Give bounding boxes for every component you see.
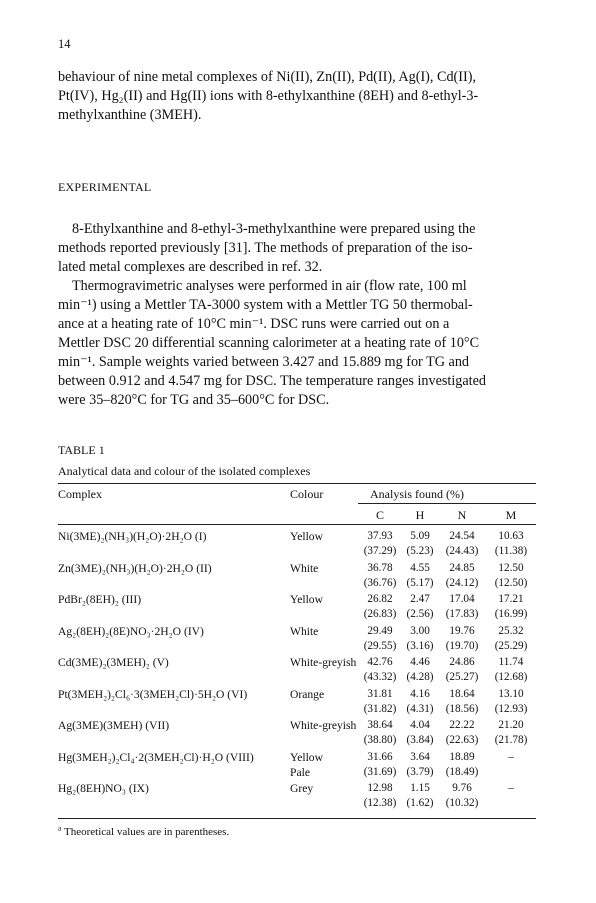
found-value-cell: 19.76	[449, 624, 475, 637]
colour-cell: White	[290, 561, 319, 575]
theoretical-value-cell: (37.29)	[363, 545, 397, 557]
header-m: M	[505, 508, 517, 522]
table-bottom-rule	[58, 818, 536, 819]
colour-cell: Yellow	[290, 530, 323, 543]
found-value-cell: 25.32	[498, 624, 524, 637]
complex-cell: Zn(3ME)₂(NH₃)(H₂O)·2H₂O (II)	[58, 561, 212, 575]
theoretical-value-cell: (21.78)	[494, 734, 528, 746]
table-footnote	[58, 823, 230, 838]
paragraph-line: Thermogravimetric analyses were performed in air (flow rate, 100 ml	[72, 278, 467, 294]
complex-cell: Hg(3MEH₂)₂Cl₄·2(3MEH₂Cl)·H₂O (VIII)	[58, 750, 254, 764]
header-complex: Complex	[58, 487, 102, 501]
found-value-cell: 24.86	[449, 656, 475, 668]
theoretical-value-cell: (29.55)	[363, 639, 397, 652]
complex-cell: PdBr₂(8EH)₂ (III)	[58, 593, 142, 606]
found-value-cell: 17.04	[449, 593, 475, 605]
experimental-paragraph-2	[58, 277, 534, 410]
table-caption: Analytical data and colour of the isolated complexes	[58, 464, 311, 478]
colour-cell: Orange	[290, 687, 325, 701]
found-value-cell: 12.98	[367, 782, 393, 794]
paragraph-line: were 35–820°C for TG and 35–600°C for DSC.	[58, 392, 330, 408]
header-colour: Colour	[290, 487, 324, 501]
theoretical-value-cell: (18.49)	[445, 765, 479, 778]
found-value-cell: 4.55	[410, 561, 430, 574]
found-value-cell: 38.64	[367, 719, 393, 731]
found-value-cell: 18.89	[449, 750, 475, 763]
paragraph-line: between 0.912 and 4.547 mg for DSC. The temperature ranges investigated	[58, 373, 487, 389]
theoretical-value-cell: (3.79)	[406, 765, 434, 778]
colour-cell: White	[290, 624, 319, 638]
complex-cell: Pt(3MEH₂)₂Cl₆·3(3MEH₂Cl)·5H₂O (VI)	[58, 687, 248, 701]
intro-line: methylxanthine (3MEH).	[58, 107, 202, 123]
paragraph-line: 8-Ethylxanthine and 8-ethyl-3-methylxanthine were prepared using the	[72, 221, 476, 237]
theoretical-value-cell: (12.93)	[494, 702, 528, 715]
found-value-cell: 24.54	[449, 530, 475, 542]
intro-line: Pt(IV), Hg₂(II) and Hg(II) ions with 8-ethylxanthine (8EH) and 8-ethyl-3-	[58, 88, 479, 104]
found-value-cell: 37.93	[367, 530, 393, 542]
found-value-cell: 21.20	[498, 719, 524, 731]
theoretical-value-cell: (3.84)	[406, 734, 434, 746]
colour-cell: White-greyish	[290, 656, 357, 669]
theoretical-value-cell: (25.27)	[445, 671, 479, 683]
found-value-cell: 12.50	[498, 561, 524, 574]
table-top-rule	[58, 483, 536, 484]
theoretical-value-cell: (19.70)	[445, 639, 479, 652]
header-bottom-rule	[58, 524, 536, 525]
found-value-cell: 31.66	[367, 750, 393, 763]
found-value-cell: 11.74	[498, 656, 524, 668]
paragraph-line: Mettler DSC 20 differential scanning calorimeter at a heating rate of 10°C	[58, 335, 480, 351]
colour-cell: White-greyish	[290, 719, 357, 732]
paragraph-line: lated metal complexes are described in ref. 32.	[58, 259, 323, 275]
found-value-cell: 26.82	[367, 593, 393, 605]
complex-cell: Ag(3ME)(3MEH) (VII)	[58, 719, 170, 732]
complex-cell: Ni(3ME)₂(NH₃)(H₂O)·2H₂O (I)	[58, 530, 207, 543]
found-value-cell: 29.49	[367, 624, 393, 637]
found-value-cell: 1.15	[410, 782, 430, 794]
header-h: H	[415, 508, 425, 522]
theoretical-value-cell: (26.83)	[363, 608, 397, 620]
theoretical-value-cell: (12.38)	[363, 797, 397, 809]
theoretical-value-cell: (10.32)	[445, 797, 479, 809]
found-value-cell: 9.76	[452, 782, 472, 794]
found-value-cell: 3.64	[410, 750, 430, 763]
found-value-cell: 13.10	[498, 687, 524, 700]
theoretical-value-cell: (25.29)	[494, 639, 528, 652]
theoretical-value-cell: (4.28)	[406, 671, 434, 683]
found-value-cell: 10.63	[498, 530, 524, 542]
header-analysis: Analysis found (%)	[370, 487, 464, 501]
theoretical-value-cell: (36.76)	[363, 576, 397, 589]
complex-cell: Cd(3ME)₂(3MEH)₂ (V)	[58, 656, 169, 669]
section-heading: EXPERIMENTAL	[58, 180, 152, 194]
colour-cell: Pale	[290, 765, 310, 779]
theoretical-value-cell: (24.43)	[445, 545, 479, 557]
found-value-cell: 22.22	[449, 719, 475, 731]
footnote-text: Theoretical values are in parentheses.	[63, 826, 230, 838]
theoretical-value-cell: (4.31)	[406, 702, 434, 715]
theoretical-value-cell: (18.56)	[445, 702, 479, 715]
footnote-mark: a	[58, 823, 62, 833]
theoretical-value-cell: (16.99)	[494, 608, 528, 620]
intro-line: behaviour of nine metal complexes of Ni(II), Zn(II), Pd(II), Ag(I), Cd(II),	[58, 69, 476, 85]
experimental-paragraph-1	[58, 220, 534, 277]
paragraph-line: min⁻¹. Sample weights varied between 3.427 and 15.889 mg for TG and	[58, 354, 470, 370]
found-value-cell: 4.04	[410, 719, 430, 731]
colour-cell: Yellow	[290, 750, 323, 764]
theoretical-value-cell: (12.50)	[494, 576, 528, 589]
theoretical-value-cell: (5.23)	[406, 545, 434, 557]
found-value-cell: 5.09	[410, 530, 430, 542]
colour-cell: Yellow	[290, 593, 323, 606]
paragraph-line: min⁻¹) using a Mettler TA-3000 system with a Mettler TG 50 thermobal-	[58, 297, 473, 313]
table-label: TABLE 1	[58, 443, 105, 457]
found-value-cell: 4.16	[410, 687, 430, 700]
found-value-cell: 17.21	[498, 593, 524, 605]
theoretical-value-cell: (24.12)	[445, 576, 479, 589]
found-value-cell: 2.47	[410, 593, 430, 605]
analysis-subrule	[358, 503, 536, 504]
found-value-cell: 42.76	[367, 656, 393, 668]
theoretical-value-cell: (5.17)	[406, 576, 434, 589]
theoretical-value-cell: (17.83)	[445, 608, 479, 620]
page-number: 14	[58, 37, 71, 51]
found-value-cell: 36.78	[367, 561, 393, 574]
found-value-cell: 18.64	[449, 687, 475, 700]
found-value-cell: 4.46	[410, 656, 430, 668]
theoretical-value-cell: (31.69)	[363, 765, 397, 778]
theoretical-value-cell: (1.62)	[406, 797, 434, 809]
complex-cell: Ag₂(8EH)₂(8E)NO₃·2H₂O (IV)	[58, 624, 204, 638]
complex-cell: Hg₂(8EH)NO₃ (IX)	[58, 782, 149, 795]
found-value-cell: –	[508, 750, 514, 763]
theoretical-value-cell: (38.80)	[363, 734, 397, 746]
found-value-cell: 3.00	[410, 624, 430, 637]
header-c: C	[375, 508, 384, 522]
theoretical-value-cell: (2.56)	[406, 608, 434, 620]
found-value-cell: 24.85	[449, 561, 475, 574]
theoretical-value-cell: (12.68)	[494, 671, 528, 683]
theoretical-value-cell: (31.82)	[363, 702, 397, 715]
theoretical-value-cell: (11.38)	[494, 545, 528, 557]
theoretical-value-cell: (22.63)	[445, 734, 479, 746]
colour-cell: Grey	[290, 782, 314, 795]
intro-paragraph	[58, 68, 534, 125]
header-n: N	[457, 508, 467, 522]
found-value-cell: –	[508, 782, 514, 794]
theoretical-value-cell: (3.16)	[406, 639, 434, 652]
theoretical-value-cell: (43.32)	[363, 671, 397, 683]
found-value-cell: 31.81	[367, 687, 393, 700]
paragraph-line: methods reported previously [31]. The methods of preparation of the iso-	[58, 240, 473, 256]
paragraph-line: ance at a heating rate of 10°C min⁻¹. DSC runs were carried out on a	[58, 316, 450, 332]
